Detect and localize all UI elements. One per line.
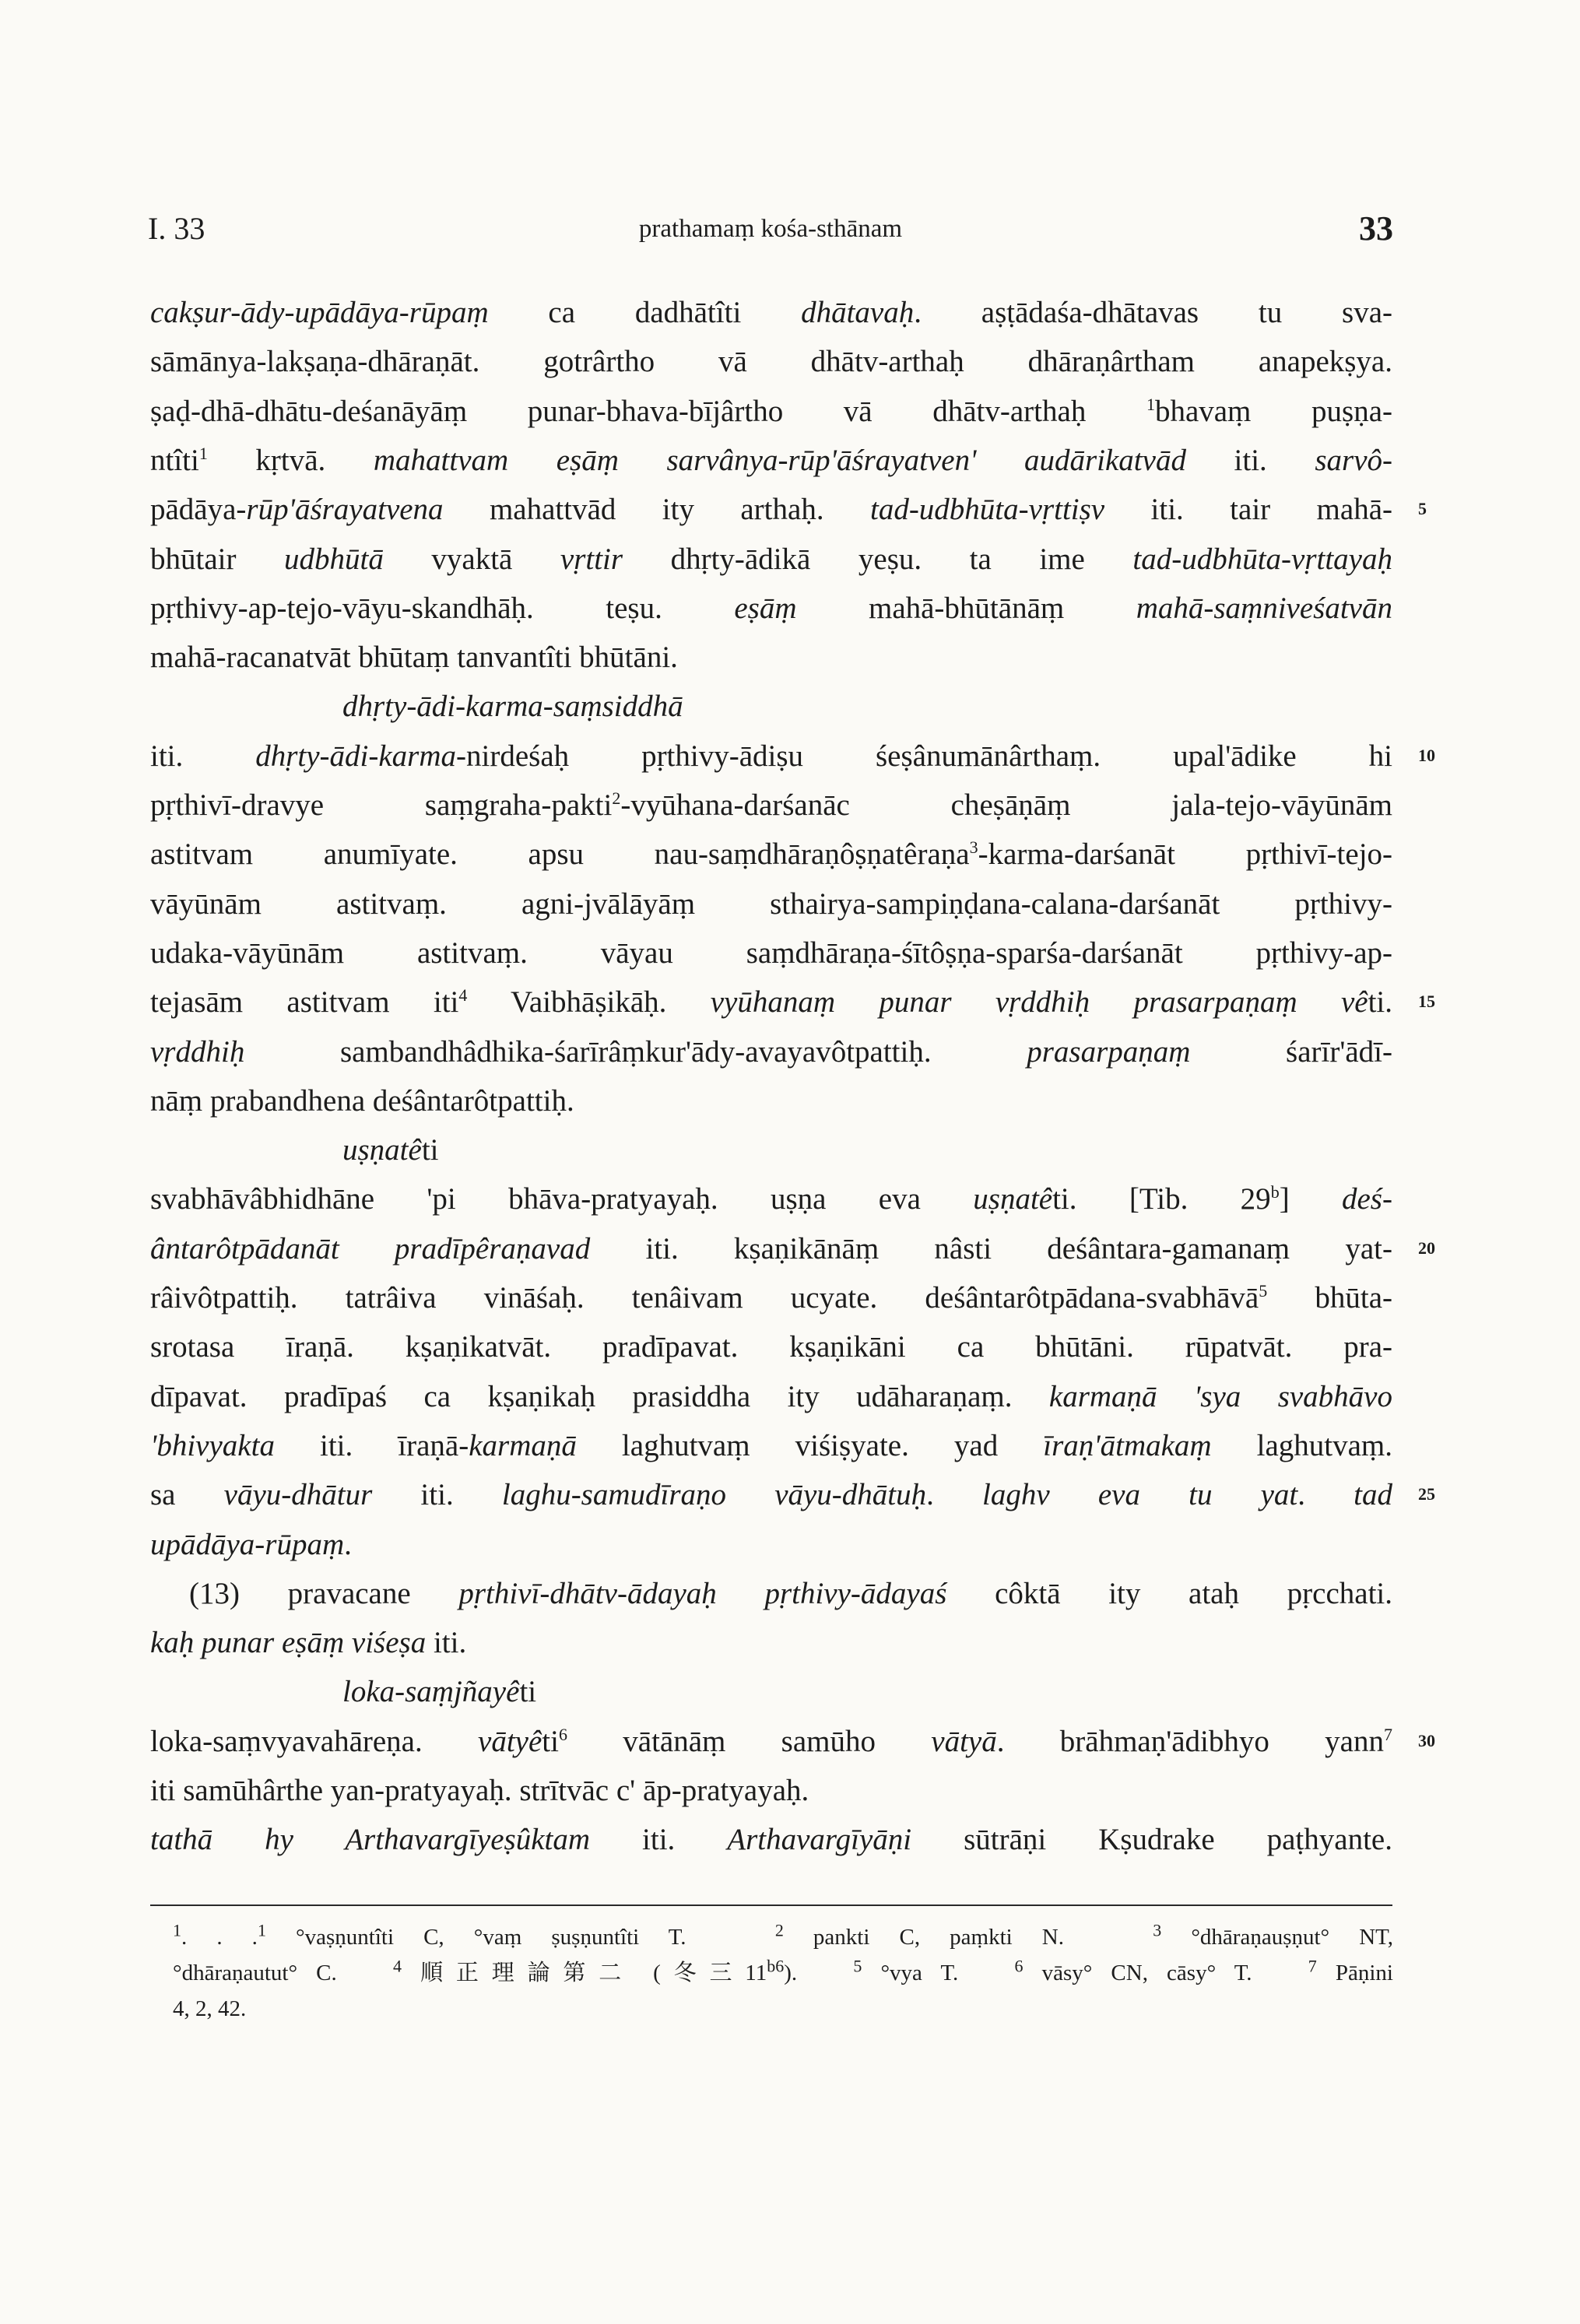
text-line: cakṣur-ādy-upādāya-rūpaṃ ca dadhātîti dhātavaḥ. aṣṭādaśa-dhātavas tu sva-	[150, 296, 1392, 329]
footnote-line-1: $^1$. . .$^1$ °vaṣṇuntîti C, °vaṃ ṣuṣṇuntîti T. $^2$ pankti C, paṃkti N. $^3$ °dhāraṇauṣṇut° NT,	[173, 1920, 1393, 1950]
text-line: udaka-vāyūnām astitvaṃ. vāyau saṃdhāraṇa-śītôṣṇa-sparśa-darśanāt pṛthivy-ap-	[150, 936, 1392, 970]
text-line: pṛthivī-dravye saṃgraha-pakti$^2$-vyūhana-darśanāc cheṣāṇāṃ jala-tejo-vāyūnām	[150, 788, 1392, 822]
footnote-rule	[150, 1904, 1392, 1906]
text-line: iti. dhṛty-ādi-karma-nirdeśaḥ pṛthivy-ādiṣu śeṣânumānârthaṃ. upal'ādike hi	[150, 739, 1393, 773]
text-line: pādāya-rūp'āśrayatvena mahattvād ity arthaḥ. tad-udbhūta-vṛttiṣv iti. tair mahā-	[150, 493, 1392, 526]
text-line: mahā-racanatvāt bhūtaṃ tanvantîti bhūtāni.	[150, 641, 678, 674]
text-line: tathā hy Arthavargīyeṣûktam iti. Arthavargīyāṇi sūtrāṇi Kṣudrake paṭhyante.	[150, 1823, 1392, 1856]
footnote-line-2: °dhāraṇautut° C. $^4$ 順正理論第二 (冬三$11^{b6}$). $^5$ °vya T. $^6$ vāsy° CN, cāsy° T. $^7$ Pāṇini	[173, 1956, 1393, 1985]
line-number: 15	[1418, 992, 1435, 1011]
line-number: 30	[1418, 1731, 1435, 1750]
line-number: 20	[1418, 1238, 1435, 1258]
text-line: râivôtpattiḥ. tatrâiva vināśaḥ. tenâivam ucyate. deśântarôtpādana-svabhāvā$^5$ bhūta-	[150, 1281, 1392, 1315]
line-number: 10	[1418, 746, 1435, 765]
text-line: svabhāvâbhidhāne 'pi bhāva-pratyayaḥ. uṣṇa eva uṣṇatêti. [Tib. 29$^b$] deś-	[150, 1182, 1392, 1216]
line-number: 25	[1418, 1484, 1435, 1504]
text-line: sāmānya-lakṣaṇa-dhāraṇāt. gotrârtho vā dhātv-arthaḥ dhāraṇârtham anapekṣya.	[150, 345, 1392, 378]
running-title: prathamaṃ kośa-sthānam	[638, 215, 903, 243]
text-line: tejasām astitvam iti$^4$ Vaibhāṣikāḥ. vyūhanaṃ punar vṛddhiḥ prasarpaṇaṃ vêti.	[150, 985, 1393, 1019]
footnote-line-3: 4, 2, 42.	[173, 1996, 247, 2021]
text-line: (13) pravacane pṛthivī-dhātv-ādayaḥ pṛthivy-ādayaś côktā ity ataḥ pṛcchati.	[189, 1577, 1393, 1610]
text-line: ntîti$^1$ kṛtvā. mahattvam eṣāṃ sarvânya-rūp'āśrayatven' audārikatvād iti. sarvô-	[150, 444, 1392, 477]
text-line: ântarôtpādanāt pradīpêraṇavad iti. kṣaṇikānāṃ nâsti deśântara-gamanaṃ yat-	[150, 1232, 1392, 1266]
text-line: srotasa īraṇā. kṣaṇikatvāt. pradīpavat. kṣaṇikāni ca bhūtāni. rūpatvāt. pra-	[150, 1330, 1392, 1364]
verse-caption: loka-saṃjñayêti	[342, 1675, 537, 1708]
text-line: bhūtair udbhūtā vyaktā vṛttir dhṛty-ādikā yeṣu. ta ime tad-udbhūta-vṛttayaḥ	[150, 542, 1392, 576]
text-line: upādāya-rūpaṃ.	[150, 1528, 352, 1561]
text-line: kaḥ punar eṣāṃ viśeṣa iti.	[150, 1626, 467, 1659]
line-number: 5	[1418, 499, 1427, 518]
text-line: astitvam anumīyate. apsu nau-saṃdhāraṇôṣṇatêraṇa$^3$-karma-darśanāt pṛthivī-tejo-	[150, 837, 1393, 871]
verse-caption: uṣṇatêti	[342, 1133, 439, 1167]
text-line: dīpavat. pradīpaś ca kṣaṇikaḥ prasiddha ity udāharaṇaṃ. karmaṇā 'sya svabhāvo	[150, 1380, 1392, 1413]
text-line: loka-saṃvyavahāreṇa. vātyêti$^6$ vātānāṃ samūho vātyā. brāhmaṇ'ādibhyo yann$^7$	[150, 1725, 1392, 1758]
text-line: nāṃ prabandhena deśântarôtpattiḥ.	[150, 1084, 574, 1118]
verse-caption: dhṛty-ādi-karma-saṃsiddhā	[342, 690, 683, 723]
text-line: iti samūhârthe yan-pratyayaḥ. strītvāc c' āp-pratyayaḥ.	[150, 1774, 809, 1807]
text-line: pṛthivy-ap-tejo-vāyu-skandhāḥ. teṣu. eṣāṃ mahā-bhūtānāṃ mahā-saṃniveśatvān	[150, 592, 1392, 625]
running-header	[148, 204, 1393, 266]
text-line: vāyūnām astitvaṃ. agni-jvālāyāṃ sthairya-sampiṇḍana-calana-darśanāt pṛthivy-	[150, 887, 1392, 921]
page-number: 33	[1359, 209, 1393, 247]
section-number: I. 33	[148, 211, 205, 246]
text-line: ṣaḍ-dhā-dhātu-deśanāyāṃ punar-bhava-bījârtho vā dhātv-arthaḥ $^1$bhavaṃ puṣṇa-	[150, 395, 1392, 428]
text-line: sa vāyu-dhātur iti. laghu-samudīraṇo vāyu-dhātuḥ. laghv eva tu yat. tad	[150, 1478, 1393, 1511]
text-line: vṛddhiḥ sambandhâdhika-śarīrâṃkur'ādy-avayavôtpattiḥ. prasarpaṇaṃ śarīr'ādī-	[150, 1035, 1392, 1069]
text-line: 'bhivyakta iti. īraṇā-karmaṇā laghutvaṃ viśiṣyate. yad īraṇ'ātmakaṃ laghutvaṃ.	[150, 1429, 1392, 1462]
